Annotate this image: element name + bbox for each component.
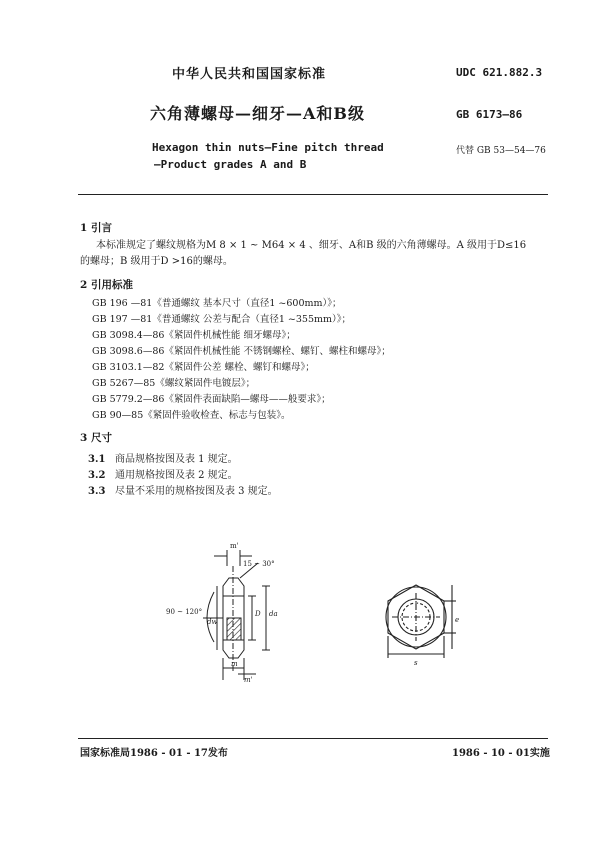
label-e: e (455, 616, 460, 624)
title-chinese: 六角薄螺母—细牙—A和B级 (150, 104, 365, 123)
ref-item: GB 5267—85《螺纹紧固件电镀层》； (92, 378, 256, 389)
ref-item: GB 3103.1—82《紧固件公差 螺栓、螺钉和螺母》； (92, 362, 315, 373)
label-m-prime-top: m' (230, 542, 239, 550)
ref-item: GB 5779.2—86《紧固件表面缺陷—螺母——般要求》； (92, 394, 331, 405)
effective-date: 1986 - 10 - 01实施 (452, 748, 550, 759)
title-english-line-1: Hexagon thin nuts—Fine pitch thread (152, 141, 384, 154)
ref-item: GB 197 —81《普通螺纹 公差与配合（直径1 ~355mm）》； (92, 314, 352, 325)
ref-item: GB 90—85《紧固件验收检查、标志与包装》。 (92, 410, 291, 421)
label-angle-top: 15 ~ 30° (243, 560, 275, 568)
footer-divider (78, 738, 548, 739)
item-number: 3.3 (88, 486, 106, 497)
section-1-heading: 1 引言 (80, 222, 112, 234)
section-1-line-2: 的螺母；B 级用于D >16的螺母。 (80, 256, 233, 267)
section-3-item (88, 450, 238, 465)
label-angle-left: 90 ~ 120° (166, 608, 203, 616)
ref-item: GB 196 —81《普通螺纹 基本尺寸（直径1 ~600mm）》； (92, 298, 342, 309)
issued-date: 国家标准局1986 - 01 - 17发布 (80, 748, 228, 759)
label-da: da (269, 610, 278, 618)
section-3-item (88, 466, 238, 481)
item-text: 尽量不采用的规格按图及表 3 规定。 (114, 486, 278, 497)
standard-org: 中华人民共和国国家标准 (172, 67, 327, 82)
ref-item: GB 3098.4—86《紧固件机械性能 细牙螺母》； (92, 330, 296, 341)
nut-drawing (0, 530, 600, 700)
gb-number: GB 6173—86 (456, 108, 523, 121)
section-1-line-1: 本标准规定了螺纹规格为M 8 × 1 ~ M64 × 4 、细牙、A和B 级的六角薄螺母。A 级用于D≤16 (96, 240, 527, 251)
replaces-note: 代替 GB 53—54—76 (456, 146, 546, 156)
label-s: s (414, 659, 418, 667)
item-number: 3.2 (88, 470, 106, 481)
title-english (152, 139, 384, 173)
section-2-heading: 2 引用标准 (80, 279, 133, 291)
item-text: 商品规格按图及表 1 规定。 (114, 454, 238, 465)
top-view (386, 585, 456, 658)
label-dw: dw (207, 618, 218, 626)
label-D: D (255, 610, 261, 618)
label-m-prime-bottom: m' (244, 676, 253, 684)
section-3-heading: 3 尺寸 (80, 432, 112, 444)
title-english-line-2: —Product grades A and B (154, 158, 307, 171)
section-3-item (88, 482, 278, 497)
ref-item: GB 3098.6—86《紧固件机械性能 不锈钢螺栓、螺钉、螺柱和螺母》； (92, 346, 391, 357)
item-text: 通用规格按图及表 2 规定。 (114, 470, 238, 481)
header-divider (78, 194, 548, 195)
udc-code: UDC 621.882.3 (456, 66, 543, 79)
label-m: m (231, 660, 238, 668)
item-number: 3.1 (88, 454, 106, 465)
